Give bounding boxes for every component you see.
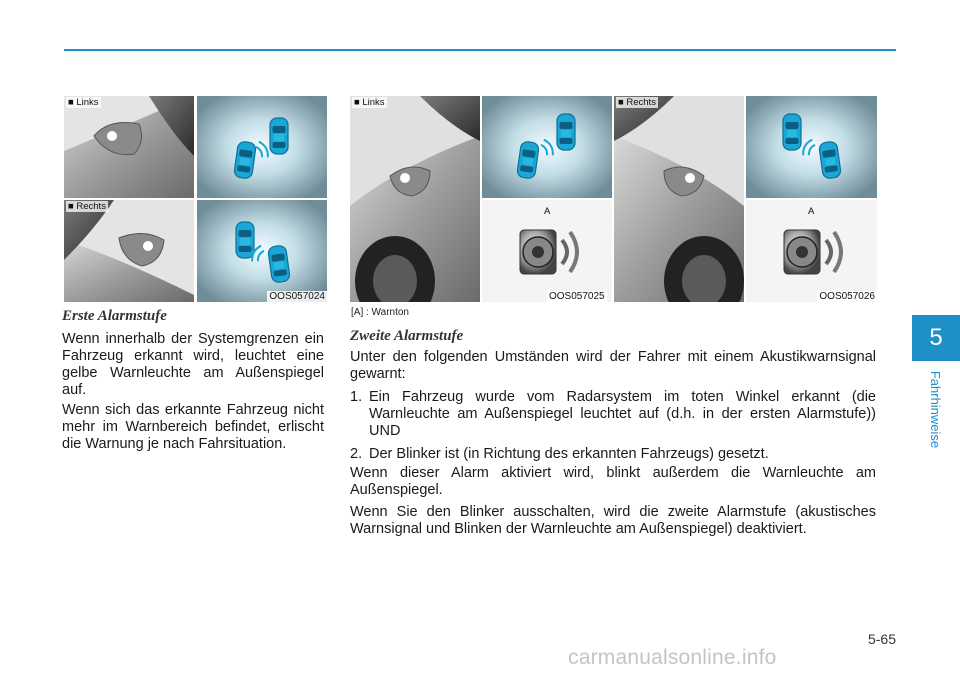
label-links-2: ■ Links <box>354 97 385 108</box>
chapter-number-tab: 5 <box>912 315 960 361</box>
figure-first-alarm <box>64 96 327 302</box>
radar-left-illustration-2 <box>482 96 612 198</box>
radar-right-illustration-2 <box>746 96 877 198</box>
mirror-right-photo <box>64 200 194 302</box>
figure-second-alarm <box>350 96 877 302</box>
page-number: 5-65 <box>867 631 896 647</box>
label-rechts-2: ■ Rechts <box>618 97 656 108</box>
chapter-label <box>912 362 960 457</box>
paragraph-second-alarm-deactivate: Wenn Sie den Blinker ausschalten, wird die zweite Alarmstufe (akustisches Warnsignal und Blinken der Warnleuchte am Außenspiegel) deaktiviert. <box>350 504 876 537</box>
chapter-label-text: Fahrhinweise <box>928 370 944 449</box>
label-links: ■ Links <box>68 97 99 108</box>
figure-caption: [A] : Warnton <box>351 307 409 318</box>
marker-a-left: A <box>544 206 551 217</box>
radar-left-illustration <box>197 96 327 198</box>
marker-a-right: A <box>808 206 815 217</box>
list-item <box>350 389 876 440</box>
mirror-left-photo <box>64 96 194 198</box>
top-rule <box>64 49 896 51</box>
list-item-number: 2. <box>350 446 363 462</box>
alarm-conditions-list <box>350 389 876 469</box>
heading-first-alarm: Erste Alarmstufe <box>62 308 167 324</box>
list-item-text: Ein Fahrzeug wurde vom Radarsystem im toten Winkel erkannt (die Warnleuchte am Außenspiegel leuchtet auf (d.h. in der ersten Alarmstufe)) UND <box>369 389 876 439</box>
list-item-text: Der Blinker ist (in Richtung des erkannten Fahrzeugs) gesetzt. <box>369 446 769 462</box>
radar-right-illustration <box>197 200 327 302</box>
paragraph-first-alarm-2: Wenn sich das erkannte Fahrzeug nicht mehr im Warnbereich befindet, erlischt die Warnung je nach Fahrsituation. <box>62 402 324 452</box>
heading-second-alarm: Zweite Alarmstufe <box>350 328 464 344</box>
paragraph-first-alarm-1: Wenn innerhalb der Systemgrenzen ein Fahrzeug erkannt wird, leuchtet eine gelbe Warnleuchte am Außenspiegel auf. <box>62 331 324 398</box>
figure-code-right: OOS057026 <box>819 291 875 302</box>
figure-code: OOS057024 <box>269 291 325 302</box>
car-front-right-photo <box>614 96 744 302</box>
list-item-number: 1. <box>350 389 363 405</box>
list-item <box>350 446 876 463</box>
watermark: carmanualsonline.info <box>568 646 777 669</box>
figure-code-left: OOS057025 <box>549 291 605 302</box>
paragraph-second-alarm-blink: Wenn dieser Alarm aktiviert wird, blinkt außerdem die Warnleuchte am Außenspiegel. <box>350 465 876 498</box>
car-front-left-photo <box>350 96 480 302</box>
paragraph-second-alarm-intro: Unter den folgenden Umständen wird der Fahrer mit einem Akustikwarnsignal gewarnt: <box>350 349 876 382</box>
label-rechts: ■ Rechts <box>68 201 106 212</box>
